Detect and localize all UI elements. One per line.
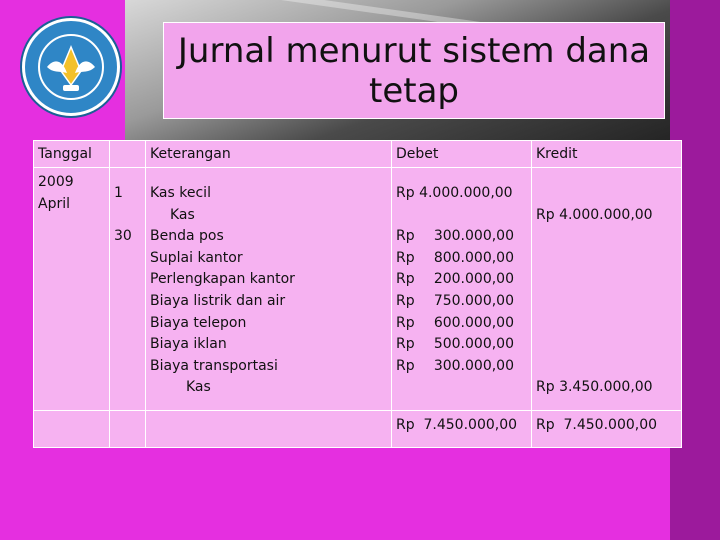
credit-row-4 — [536, 269, 677, 291]
debit-rp: Rp — [396, 314, 415, 331]
credit-row-0 — [536, 183, 677, 205]
debit-value: 750.000,00 — [433, 292, 514, 309]
debit-value: 800.000,00 — [433, 249, 514, 266]
day-cell — [110, 168, 146, 411]
debit-cell — [392, 168, 532, 411]
credit-row-5 — [536, 291, 677, 313]
credit-row-2 — [536, 226, 677, 248]
day-30: 30 — [114, 228, 132, 245]
debit-value: 600.000,00 — [433, 314, 514, 331]
header-keterangan: Keterangan — [146, 141, 392, 168]
description-cell — [146, 168, 392, 411]
debit-row-2 — [396, 226, 527, 248]
credit-cell — [532, 168, 682, 411]
credit-row-9: Rp 3.450.000,00 — [536, 379, 653, 396]
totals-row — [34, 411, 682, 448]
journal-table — [33, 140, 682, 448]
desc-biaya-transportasi: Biaya transportasi — [150, 357, 278, 374]
debit-value: 500.000,00 — [433, 336, 514, 353]
debit-row-3 — [396, 248, 527, 270]
credit-row-8 — [536, 356, 677, 378]
date-year: 2009 — [38, 174, 74, 190]
day-blank — [114, 205, 141, 227]
credit-row-3 — [536, 248, 677, 270]
debit-value: 300.000,00 — [433, 228, 514, 245]
header-kredit: Kredit — [532, 141, 682, 168]
desc-benda-pos: Benda pos — [150, 228, 224, 245]
total-credit: Rp 7.450.000,00 — [532, 411, 682, 448]
desc-perlengkapan-kantor: Perlengkapan kantor — [150, 271, 295, 288]
debit-row-4 — [396, 269, 527, 291]
debit-rp: Rp — [396, 271, 415, 288]
desc-kas-credit: Kas — [170, 206, 195, 223]
logo-icon — [22, 18, 120, 116]
desc-kas-kecil: Kas kecil — [150, 185, 211, 201]
day-1: 1 — [114, 185, 123, 201]
debit-row-6 — [396, 313, 527, 335]
debit-row-0 — [396, 183, 527, 205]
desc-biaya-iklan: Biaya iklan — [150, 336, 227, 353]
debit-value: 4.000.000,00 — [419, 185, 513, 201]
header-debet: Debet — [392, 141, 532, 168]
totals-blank-3 — [146, 411, 392, 448]
header-day — [110, 141, 146, 168]
total-debit: Rp 7.450.000,00 — [392, 411, 532, 448]
debit-rp: Rp — [396, 357, 415, 374]
totals-blank-1 — [34, 411, 110, 448]
credit-row-6 — [536, 313, 677, 335]
debit-rp: Rp — [396, 249, 415, 266]
debit-row-1 — [396, 205, 527, 227]
debit-value: 300.000,00 — [433, 357, 514, 374]
date-cell — [34, 168, 110, 411]
debit-rp: Rp — [396, 292, 415, 309]
table-body-row — [34, 168, 682, 411]
desc-biaya-telepon: Biaya telepon — [150, 314, 247, 331]
totals-blank-2 — [110, 411, 146, 448]
header-tanggal: Tanggal — [34, 141, 110, 168]
debit-row-8 — [396, 356, 527, 378]
date-month: April — [38, 195, 70, 212]
debit-value: 200.000,00 — [433, 271, 514, 288]
credit-row-7 — [536, 334, 677, 356]
desc-suplai-kantor: Suplai kantor — [150, 249, 243, 266]
debit-rp: Rp — [396, 336, 415, 353]
page-title: Jurnal menurut sistem dana tetap — [177, 30, 651, 111]
desc-kas-final: Kas — [186, 379, 211, 396]
table-header-row — [34, 141, 682, 168]
debit-rp: Rp — [396, 228, 415, 245]
desc-biaya-listrik: Biaya listrik dan air — [150, 292, 286, 309]
title-box — [163, 22, 665, 119]
debit-rp: Rp — [396, 185, 415, 201]
credit-row-1: Rp 4.000.000,00 — [536, 206, 653, 223]
debit-row-5 — [396, 291, 527, 313]
debit-row-7 — [396, 334, 527, 356]
